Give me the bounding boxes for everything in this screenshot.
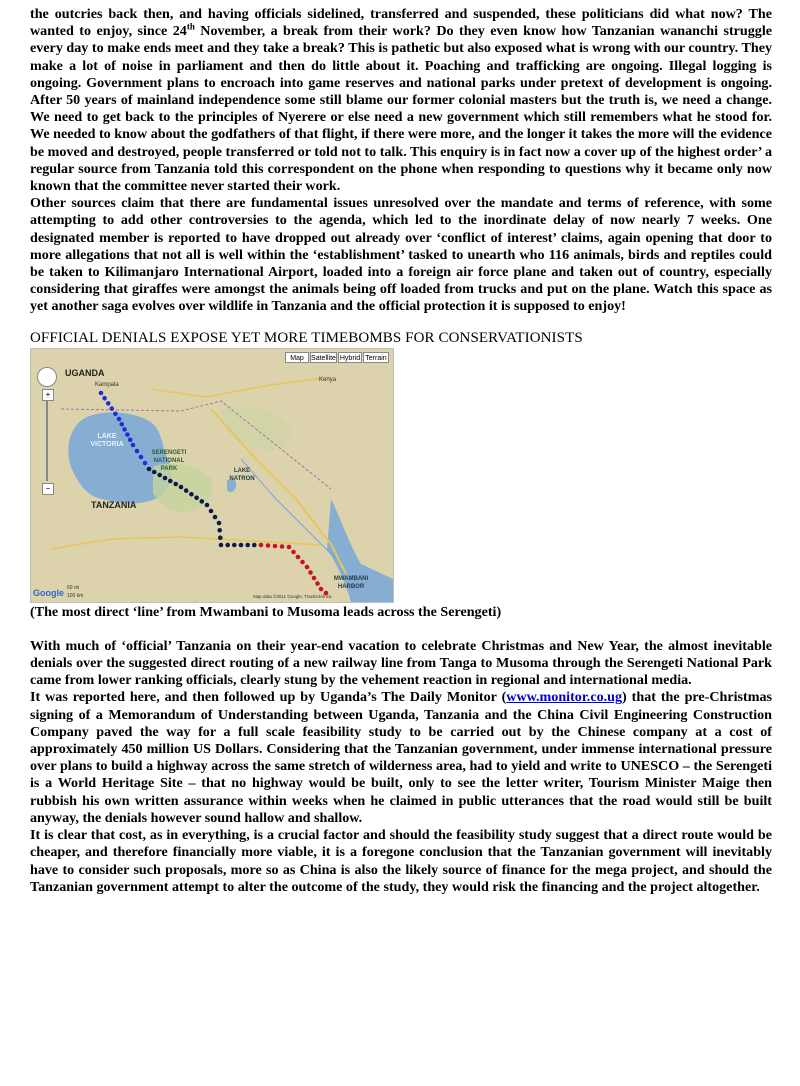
- route-dot: [184, 488, 189, 493]
- route-dot: [259, 542, 264, 547]
- spacer: [30, 316, 772, 329]
- route-dot: [273, 543, 278, 548]
- route-dot: [209, 508, 214, 513]
- label-lake-natron: LAKE NATRON: [229, 467, 255, 482]
- route-dot: [99, 390, 104, 395]
- label-kampala: Kampala: [95, 381, 119, 388]
- map-type-terrain-button[interactable]: Terrain: [363, 352, 389, 363]
- route-dot: [219, 542, 224, 547]
- route-dot: [252, 542, 257, 547]
- route-dot: [117, 416, 122, 421]
- route-dot: [128, 437, 133, 442]
- route-dot: [287, 544, 292, 549]
- paragraph-2: Other sources claim that there are fundamental issues unresolved over the mandate and terms of reference, with some attempting to add other controversies to the agenda, which led to the inordinate delay of now nearly 7 weeks. One designated member is reported to have dropped out already over ‘conflict of interest’ claims, again opening that door to more allegations that not all is well within the ‘establishment’ tasked to unearth who 116 animals, birds and reptiles could be taken to Kilimanjaro International Airport, loaded into a foreign air force plane and taken out of country, especially considering that giraffes were amongst the animals being off loaded from trucks and put on the plane. Watch this space as yet another saga evolves over wildlife in Tanzania and the official protection it is supposed to enjoy!: [30, 195, 772, 315]
- route-dot: [122, 427, 127, 432]
- route-dot: [232, 542, 237, 547]
- route-dot: [218, 535, 223, 540]
- route-dot: [315, 581, 320, 586]
- route-dot: [102, 396, 107, 401]
- route-dot: [300, 559, 305, 564]
- google-logo: Google: [33, 587, 64, 598]
- route-dot: [168, 478, 173, 483]
- route-dot: [135, 448, 140, 453]
- paragraph-4-text-a: It was reported here, and then followed up by Uganda’s The Daily Monitor (: [30, 689, 507, 706]
- paragraph-1-text-b: November, a break from their work? Do they even know how Tanzanian wananchi struggle every day to make ends meet and they take a break? This is pathetic but also exposed what is wrong with our country. They make a lot of noise in parliament and then do little about it. Poaching and trafficking are ongoing. Illegal logging is ongoing. Government plans to encroach into game reserves and national parks under pretext of development is ongoing. After 50 years of mainland independence some still blame our former colonial masters but the truth is, we need a change. We need to get back to the principles of Nyerere or else need a new government which still remembers what he stood for. We needed to know about the godfathers of that flight, if there were more, and the longer it takes the more will the evidence be moved and destroyed, people transferred or told not to talk. This enquiry is in fact now a cover up of the highest order’ a regular source from Tanzania told this correspondent on the phone when responding to questions why it became only now known that the committee never started their work.: [30, 23, 773, 195]
- label-uganda: UGANDA: [65, 367, 105, 378]
- paragraph-5: It is clear that cost, as in everything, is a crucial factor and should the feasibility study suggest that a direct route would be cheaper, and therefore financially more viable, it is a foregone conclusion that the Tanzanian government will inevitably have to consider such proposals, more so as China is also the likely source of finance for the mega project, and should the Tanzanian government attempt to alter the outcome of the study, they would risk the financing and the project altogether.: [30, 827, 772, 895]
- route-dot: [157, 472, 162, 477]
- route-dot: [189, 492, 194, 497]
- map-caption: (The most direct ‘line’ from Mwambani to Musoma leads across the Serengeti): [30, 603, 502, 620]
- zoom-in-button[interactable]: +: [42, 389, 54, 401]
- zoom-slider[interactable]: [46, 401, 48, 481]
- route-dot: [213, 514, 218, 519]
- label-kenya: Kenya: [319, 376, 337, 383]
- spacer: [30, 621, 772, 638]
- route-dot: [308, 570, 313, 575]
- route-dot: [217, 520, 222, 525]
- route-dot: [194, 495, 199, 500]
- route-dot: [131, 442, 136, 447]
- route-dot: [200, 499, 205, 504]
- monitor-link[interactable]: www.monitor.co.ug: [506, 689, 623, 706]
- label-mwambani: MWAMBANI HARBOR: [333, 575, 369, 590]
- route-dot: [173, 481, 178, 486]
- route-dot: [266, 543, 271, 548]
- paragraph-4: [30, 689, 772, 827]
- route-dot: [120, 422, 125, 427]
- route-dot: [239, 542, 244, 547]
- route-dot: [217, 528, 222, 533]
- map-pan-control[interactable]: [37, 367, 57, 387]
- route-dot: [280, 544, 285, 549]
- label-tanzania: TANZANIA: [91, 499, 137, 510]
- route-dot: [139, 454, 144, 459]
- paragraph-1-text-a: the outcries back then, and having officials sidelined, transferred and suspended, these politicians did what now? The wanted to enjoy, since 24: [30, 6, 772, 40]
- section-heading: OFFICIAL DENIALS EXPOSE YET MORE TIMEBOMBS FOR CONSERVATIONISTS: [30, 329, 583, 346]
- map-type-map-button[interactable]: Map: [285, 352, 309, 363]
- route-dot: [296, 554, 301, 559]
- route-dot: [225, 542, 230, 547]
- map-copyright: Map data ©2011 Google, Tracks4Africa: [253, 593, 332, 599]
- route-dot: [179, 484, 184, 489]
- document-page: [30, 6, 772, 896]
- paragraph-1: [30, 6, 772, 195]
- route-dot: [305, 564, 310, 569]
- route-dot: [291, 549, 296, 554]
- route-dot: [113, 411, 118, 416]
- map-type-satellite-button[interactable]: Satellite: [310, 352, 337, 363]
- scale-km: 100 km: [67, 592, 84, 599]
- route-dot: [205, 502, 210, 507]
- route-dot: [110, 406, 115, 411]
- map-canvas: [31, 349, 393, 602]
- label-serengeti: SERENGETI NATIONAL PARK: [151, 449, 187, 472]
- zoom-out-button[interactable]: −: [42, 483, 54, 495]
- route-dot: [106, 401, 111, 406]
- paragraph-3: With much of ‘official’ Tanzania on their year-end vacation to celebrate Christmas and New Year, the almost inevitable denials over the suggested direct routing of a new railway line from Tanga to Musoma through the Serengeti National Park came from lower ranking officials, clearly stung by the vehement reaction in regional and international media.: [30, 637, 772, 689]
- label-lake-victoria: LAKE VICTORIA: [90, 432, 124, 448]
- route-dot: [245, 542, 250, 547]
- route-dot: [163, 475, 168, 480]
- route-dot: [319, 586, 324, 591]
- ordinal-superscript: th: [186, 21, 195, 32]
- route-map[interactable]: [30, 348, 394, 603]
- paragraph-4-text-b: ) that the pre-Christmas signing of a Memorandum of Understanding between Uganda, Tanzania and the China Civil Engineering Construction Company paved the way for a full scale feasibility study to be carried out by the Chinese company at a cost of approximately 450 million US Dollars. Considering that the Tanzanian government, under immense international pressure over plans to build a highway across the same stretch of wilderness area, had to yield and write to UNESCO – the Serengeti is a World Heritage Site – that no highway would be built, only to see the letter writer, Tourism Minister Maige then rubbish his own written assurance within weeks when he claimed in public utterances that the road would still be built anyway, the denials however sound hallow and shallow.: [30, 689, 772, 826]
- scale-mi: 60 mi: [67, 584, 80, 591]
- map-type-hybrid-button[interactable]: Hybrid: [338, 352, 362, 363]
- route-dot: [312, 575, 317, 580]
